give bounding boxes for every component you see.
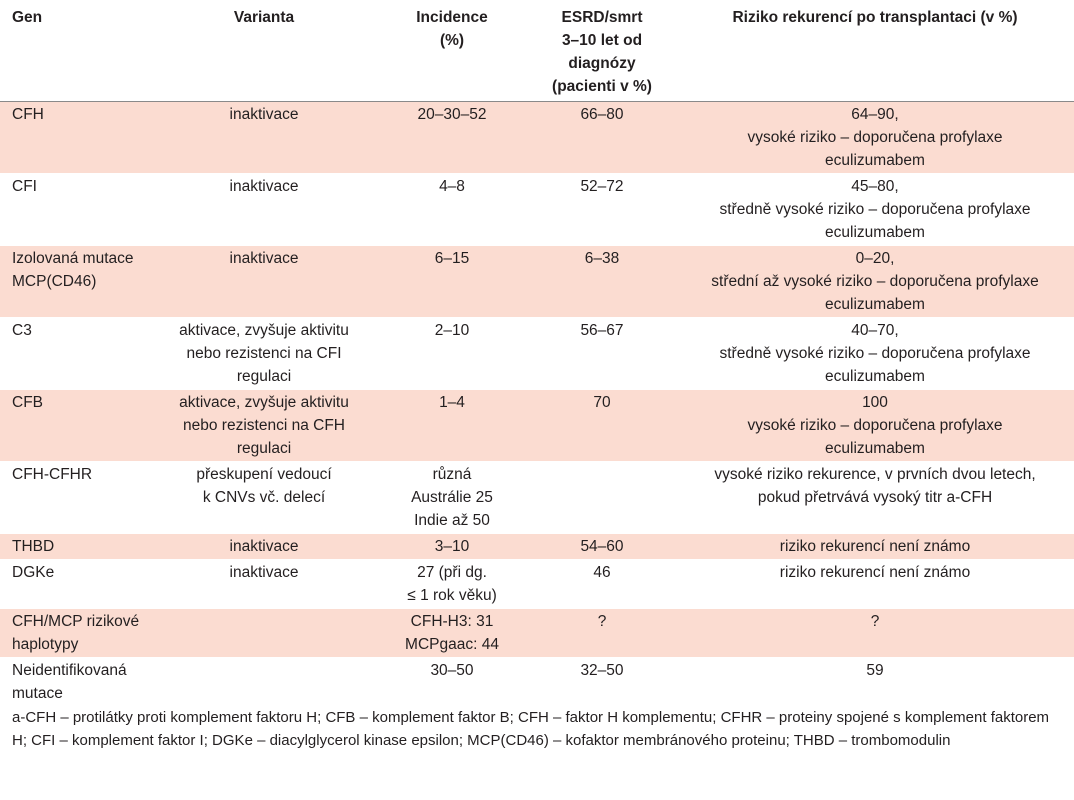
- cell-gen: Izolovaná mutace MCP(CD46): [12, 250, 134, 290]
- header-gen: Gen: [12, 9, 43, 26]
- cell-varianta: inaktivace: [229, 564, 299, 581]
- cell-incidence: 4–8: [439, 178, 465, 195]
- cell-gen: CFB: [12, 394, 43, 411]
- cell-gen: CFI: [12, 178, 37, 195]
- cell-esrd: 54–60: [580, 538, 624, 555]
- table-row: [0, 318, 1074, 390]
- cell-incidence: 2–10: [434, 322, 470, 339]
- cell-esrd: 52–72: [580, 178, 624, 195]
- cell-esrd: 66–80: [580, 106, 624, 123]
- cell-riziko: ?: [870, 613, 880, 630]
- cell-incidence: různá Austrálie 25 Indie až 50: [411, 466, 493, 529]
- cell-riziko: 59: [866, 662, 884, 679]
- cell-riziko: riziko rekurencí není známo: [779, 538, 971, 555]
- cell-esrd: [528, 462, 676, 534]
- cell-riziko: vysoké riziko rekurence, v prvních dvou letech, pokud přetrvává vysoký titr a-CFH: [714, 466, 1036, 506]
- cell-incidence: CFH-H3: 31 MCPgaac: 44: [405, 613, 499, 653]
- cell-gen: Neidentifikovaná mutace: [12, 662, 127, 702]
- table-header-row: [0, 0, 1074, 102]
- cell-incidence: 6–15: [434, 250, 470, 267]
- cell-incidence: 30–50: [430, 662, 474, 679]
- cell-varianta: aktivace, zvyšuje aktivitu nebo rezistenci na CFI regulaci: [179, 322, 349, 385]
- cell-varianta: inaktivace: [229, 178, 299, 195]
- cell-varianta: [152, 658, 376, 707]
- table-row: [0, 658, 1074, 707]
- header-esrd: ESRD/smrt 3–10 let od diagnózy (pacienti v %): [552, 9, 652, 95]
- cell-gen: C3: [12, 322, 32, 339]
- cell-riziko: 40–70, středně vysoké riziko – doporučena profylaxe eculizumabem: [719, 322, 1031, 385]
- table-row: [0, 390, 1074, 462]
- header-varianta: Varianta: [233, 9, 295, 26]
- table-row: [0, 534, 1074, 560]
- cell-varianta: inaktivace: [229, 106, 299, 123]
- cell-esrd: 46: [593, 564, 611, 581]
- cell-riziko: 0–20, střední až vysoké riziko – doporučena profylaxe eculizumabem: [711, 250, 1039, 313]
- table-row: [0, 102, 1074, 174]
- cell-gen: CFH: [12, 106, 44, 123]
- cell-riziko: 64–90, vysoké riziko – doporučena profylaxe eculizumabem: [747, 106, 1003, 169]
- cell-varianta: přeskupení vedoucí k CNVs vč. delecí: [196, 466, 332, 506]
- table-row: [0, 246, 1074, 318]
- cell-riziko: riziko rekurencí není známo: [779, 564, 971, 581]
- header-incidence: Incidence (%): [416, 9, 488, 49]
- cell-esrd: ?: [597, 613, 607, 630]
- cell-esrd: 6–38: [584, 250, 620, 267]
- cell-riziko: 45–80, středně vysoké riziko – doporučena profylaxe eculizumabem: [719, 178, 1031, 241]
- table-row: [0, 462, 1074, 534]
- cell-varianta: aktivace, zvyšuje aktivitu nebo rezistenci na CFH regulaci: [179, 394, 349, 457]
- table-row: [0, 560, 1074, 609]
- table-body: [0, 102, 1074, 707]
- cell-esrd: 56–67: [580, 322, 624, 339]
- cell-gen: CFH/MCP rizikové haplotypy: [12, 613, 140, 653]
- cell-gen: DGKe: [12, 564, 55, 581]
- cell-riziko: 100 vysoké riziko – doporučena profylaxe eculizumabem: [747, 394, 1003, 457]
- cell-varianta: inaktivace: [229, 250, 299, 267]
- cell-incidence: 27 (při dg. ≤ 1 rok věku): [407, 564, 497, 604]
- cell-incidence: 3–10: [434, 538, 470, 555]
- cell-esrd: 70: [593, 394, 611, 411]
- cell-esrd: 32–50: [580, 662, 624, 679]
- header-riziko: Riziko rekurencí po transplantaci (v %): [732, 9, 1018, 26]
- table-row: [0, 174, 1074, 246]
- cell-incidence: 20–30–52: [417, 106, 487, 123]
- cell-incidence: 1–4: [439, 394, 465, 411]
- cell-gen: THBD: [12, 538, 55, 555]
- table-row: [0, 609, 1074, 658]
- cell-varianta: [152, 609, 376, 658]
- cell-varianta: inaktivace: [229, 538, 299, 555]
- cell-gen: CFH-CFHR: [12, 466, 93, 483]
- table-footnote: a-CFH – protilátky proti komplement faktoru H; CFB – komplement faktor B; CFH – faktor H komplementu; CFHR – proteiny spojené s komplement faktorem H; CFI – komplement faktor I; DGKe – diacylglycerol kinase epsilon; MCP(CD46) – kofaktor membránového proteinu; THBD – trombomodulin: [12, 709, 1050, 749]
